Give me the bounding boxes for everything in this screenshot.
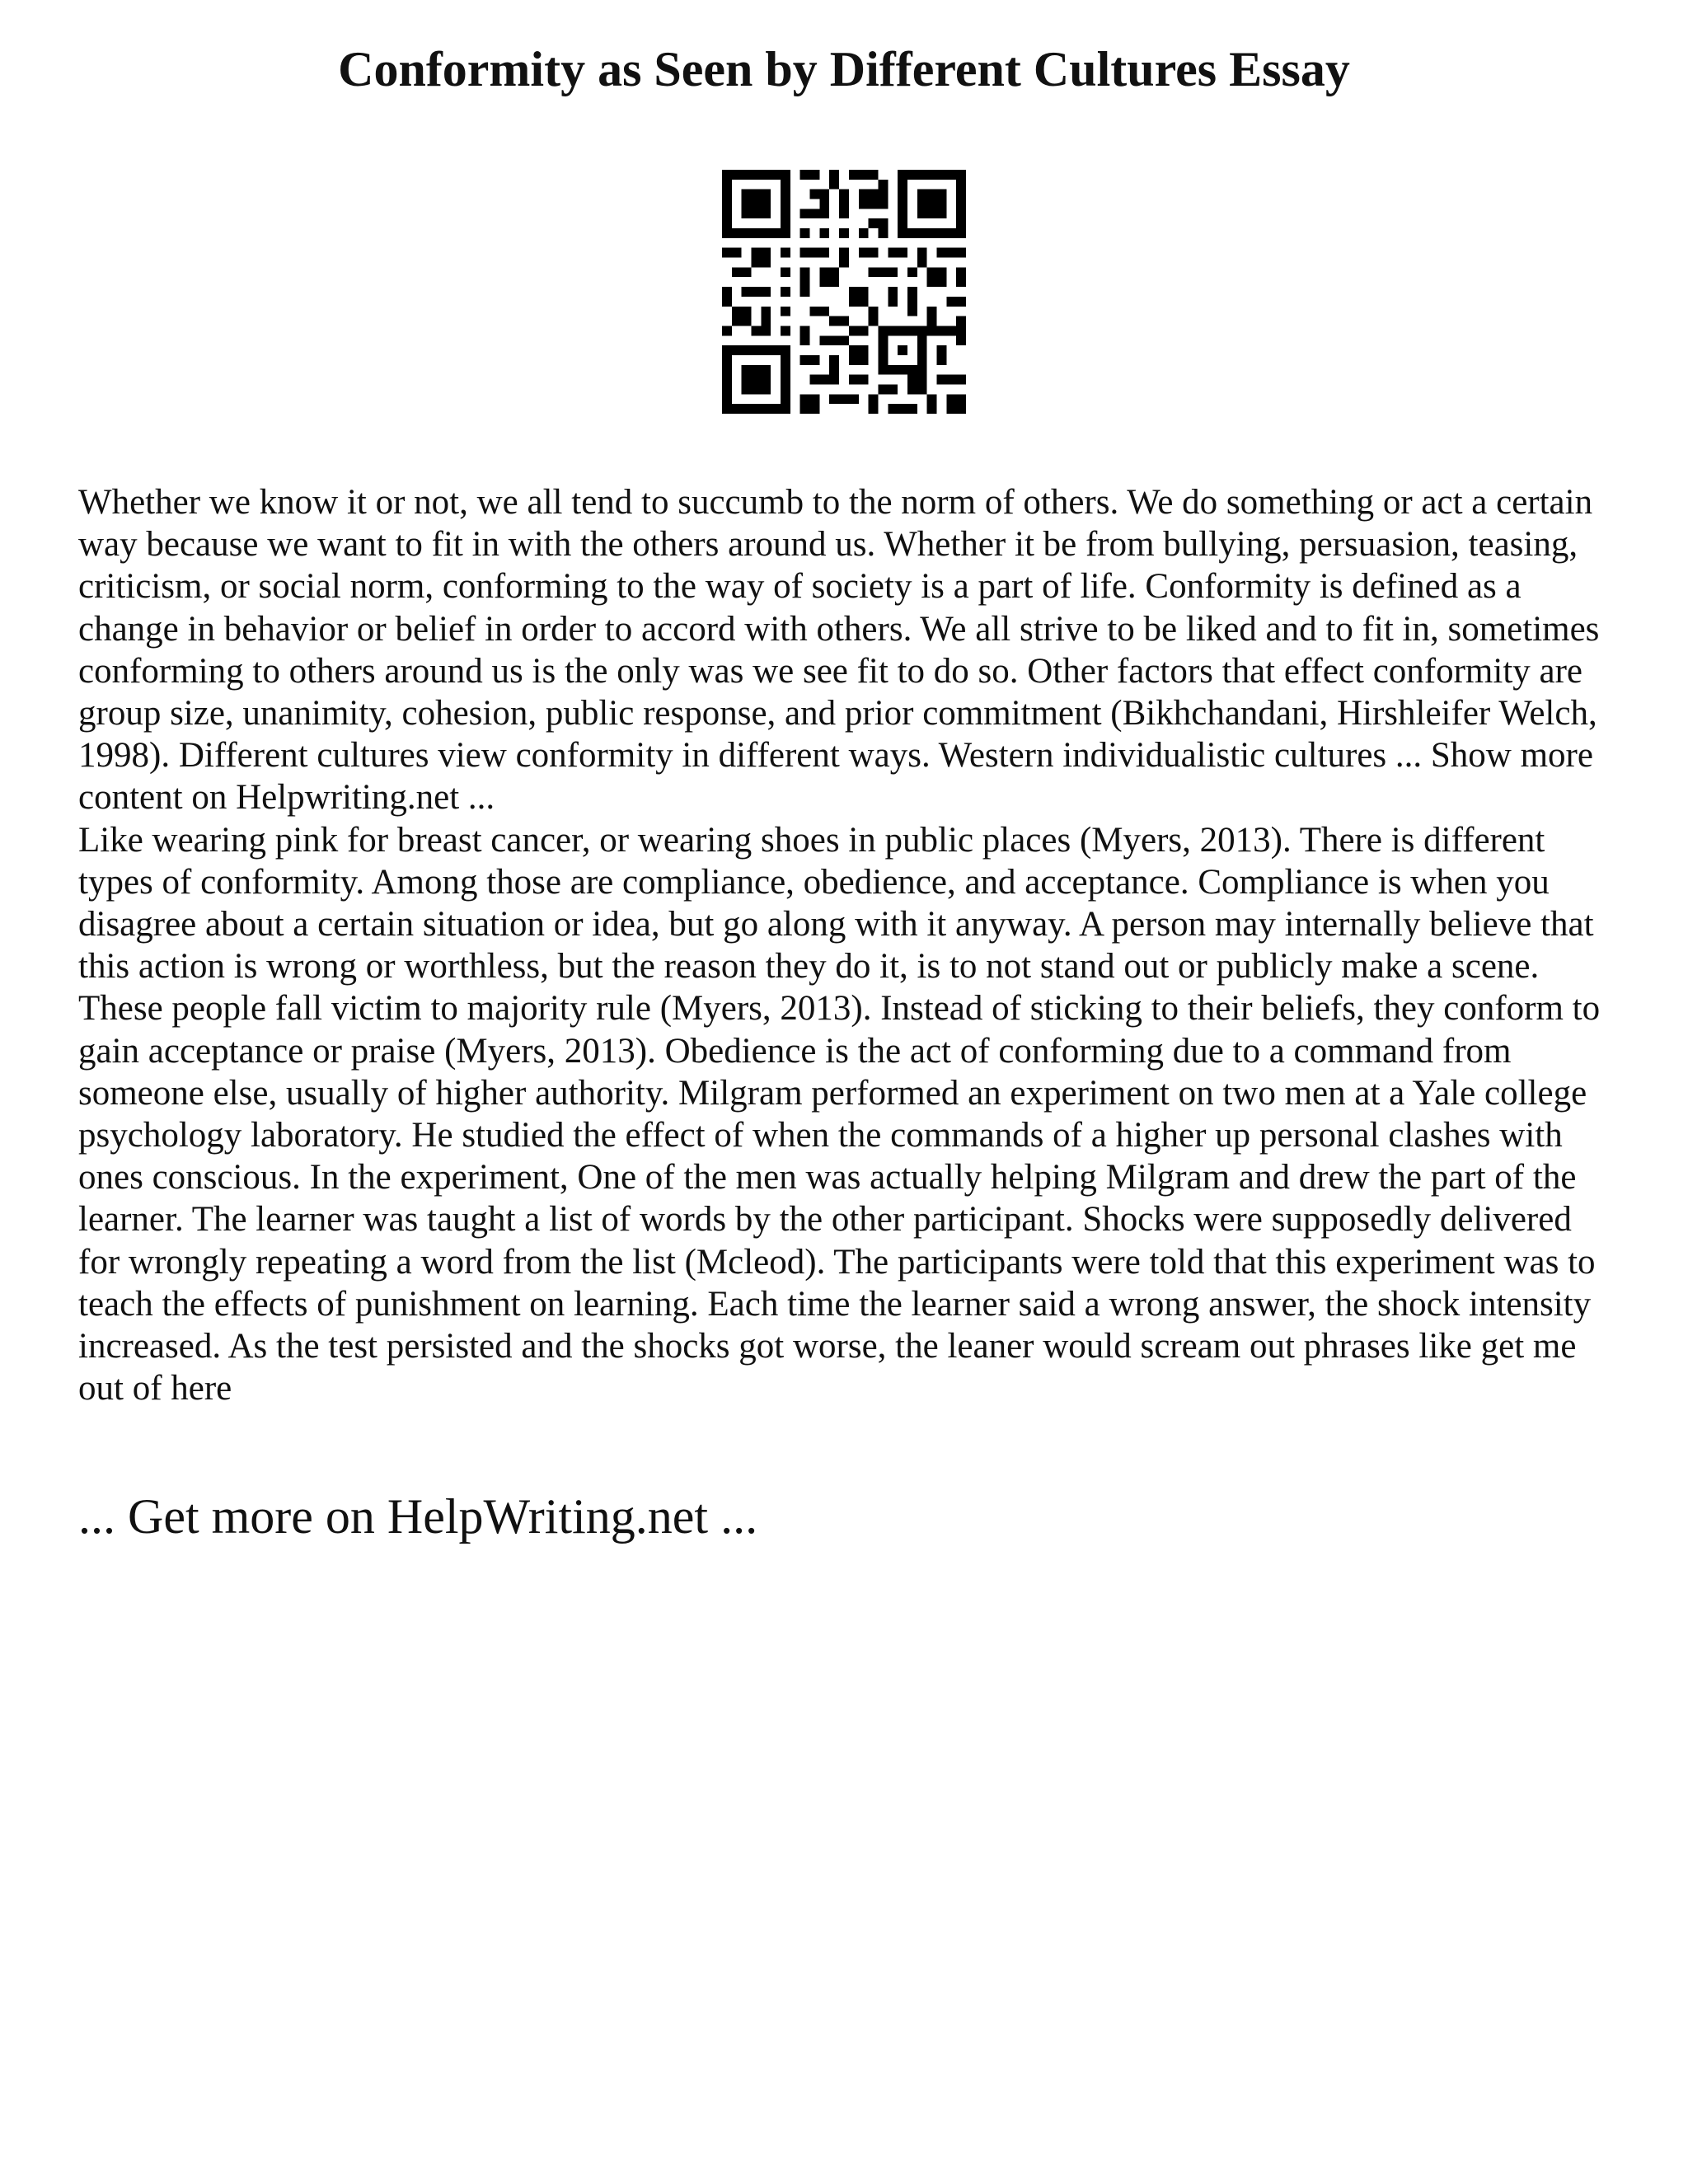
get-more-link[interactable]: ... Get more on HelpWriting.net ... bbox=[78, 1489, 758, 1544]
essay-paragraph-2: Like wearing pink for breast cancer, or wearing shoes in public places (Myers, 2013). There is different types of conformity. Among those are compliance, obedience, and acceptance. Compliance is when you disagree about a certain situation or idea, but go along with it anyway. A person may internally believe that this action is wrong or worthless, but the reason they do it, is to not stand out or publicly make a scene. These people fall victim to majority rule (Myers, 2013). Instead of sticking to their beliefs, they conform to gain acceptance or praise (Myers, 2013). Obedience is the act of conforming due to a command from someone else, usually of higher authority. Milgram performed an experiment on two men at a Yale college psychology laboratory. He studied the effect of when the commands of a higher up personal clashes with ones conscious. In the experiment, One of the men was actually helping Milgram and drew the part of the learner. The learner was taught a list of words by the other participant. Shocks were supposedly delivered for wrongly repeating a word from the list (Mcleod). The participants were told that this experiment was to teach the effects of punishment on learning. Each time the learner said a wrong answer, the shock intensity increased. As the test persisted and the shocks got worse, the leaner would scream out phrases like get me out of here bbox=[78, 820, 1601, 1408]
page-title: Conformity as Seen by Different Cultures Essay bbox=[338, 42, 1350, 96]
qr-code-icon bbox=[722, 170, 966, 414]
essay-paragraph-1: Whether we know it or not, we all tend to succumb to the norm of others. We do something or act a certain way because we want to fit in with the others around us. Whether it be from bullying, persuasion, teasing, criticism, or social norm, conforming to the way of society is a part of life. Conformity is defined as a change in behavior or belief in order to accord with others. We all strive to be liked and to fit in, sometimes conforming to others around us is the only was we see fit to do so. Other factors that effect conformity are group size, unanimity, cohesion, public response, and prior commitment (Bikhchandani, Hirshleifer Welch, 1998). Different cultures view conformity in different ways. Western individualistic cultures ... Show more content on Helpwriting.net ... bbox=[78, 483, 1600, 818]
essay-body bbox=[78, 481, 1620, 1409]
